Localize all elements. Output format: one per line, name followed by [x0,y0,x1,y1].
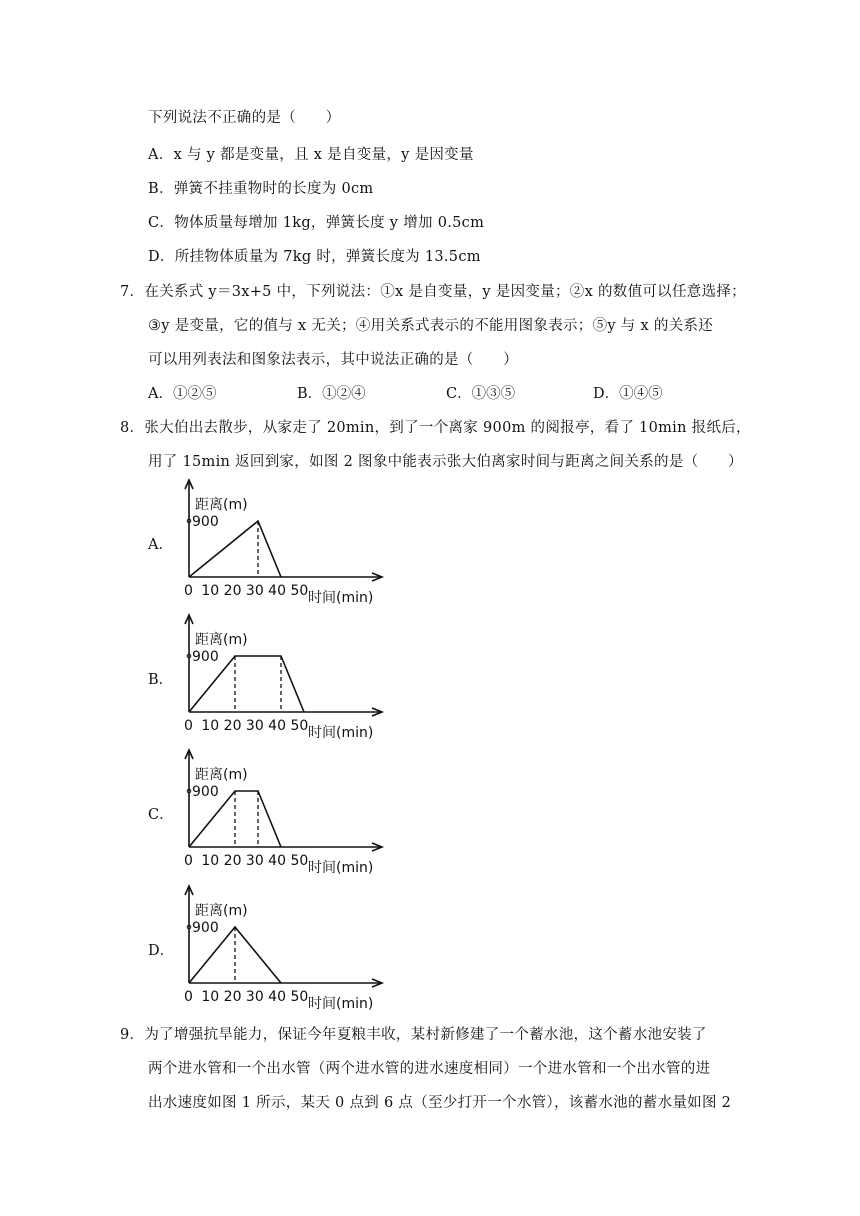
x-axis-label: 时间(min) [308,860,374,876]
y-axis-label: 距离(m) [195,497,248,513]
q6-option-c: C．物体质量每增加 1kg，弹簧长度 y 增加 0.5cm [148,215,485,231]
origin-label: 0 [184,583,193,599]
q6-stem: 下列说法不正确的是（ ） [148,110,341,126]
x-axis-label: 时间(min) [308,725,374,741]
x-axis-label: 时间(min) [308,590,374,606]
origin-label: 0 [184,853,193,869]
q8-graph-b [178,613,388,743]
origin-label: 0 [184,989,193,1005]
q7-option-b: B．①②④ [297,386,366,402]
y-axis-label: 距离(m) [195,632,248,648]
q6-option-b: B．弹簧不挂重物时的长度为 0cm [148,181,374,197]
q9-line-1: 9．为了增强抗旱能力，保证今年夏粮丰收，某村新修建了一个蓄水池，这个蓄水池安装了 [120,1027,707,1043]
y-tick-label-900: 900 [192,920,219,936]
q6-option-d: D．所挂物体质量为 7kg 时，弹簧长度为 13.5cm [148,249,481,265]
q8-graph-c-label: C． [148,807,174,823]
q8-graph-d-label: D． [148,943,175,959]
y-tick-label-900: 900 [192,784,219,800]
y-axis-label: 距离(m) [195,903,248,919]
q7-option-d: D．①④⑤ [593,386,663,402]
x-tick-labels: 10 20 30 40 50 [201,853,309,869]
x-tick-labels: 10 20 30 40 50 [201,989,309,1005]
q7-line-3: 可以用列表法和图象法表示，其中说法正确的是（ ） [148,352,518,368]
q8-graph-b-label: B． [148,672,174,688]
q6-option-a: A．x 与 y 都是变量，且 x 是自变量，y 是因变量 [148,147,474,163]
origin-label: 0 [184,718,193,734]
q7-line-1: 7．在关系式 y＝3x+5 中，下列说法：①x 是自变量，y 是因变量；②x 的数值可以任意选择； [120,284,746,300]
y-tick-label-900: 900 [192,649,219,665]
x-axis-label: 时间(min) [308,996,374,1012]
q8-graph-a [178,478,388,608]
y-tick-label-900: 900 [192,514,219,530]
q8-line-1: 8．张大伯出去散步，从家走了 20min，到了一个离家 900m 的阅报亭，看了 10min 报纸后， [120,420,751,436]
q8-graph-a-label: A． [148,537,173,553]
q7-option-a: A．①②⑤ [148,386,217,402]
q7-line-2: ③y 是变量，它的值与 x 无关；④用关系式表示的不能用图象表示；⑤y 与 x 的关系还 [148,318,714,334]
q8-graph-d [178,884,388,1014]
q9-line-2: 两个进水管和一个出水管（两个进水管的进水速度相同）一个进水管和一个出水管的进 [148,1061,711,1077]
x-tick-labels: 10 20 30 40 50 [201,718,309,734]
q7-option-c: C．①③⑤ [446,386,516,402]
q8-line-2: 用了 15min 返回到家，如图 2 图象中能表示张大伯离家时间与距离之间关系的是（ ） [148,454,743,470]
x-tick-labels: 10 20 30 40 50 [201,583,309,599]
q8-graph-c [178,748,388,878]
q9-line-3: 出水速度如图 1 所示，某天 0 点到 6 点（至少打开一个水管），该蓄水池的蓄水量如图 2 [148,1095,732,1111]
y-axis-label: 距离(m) [195,767,248,783]
